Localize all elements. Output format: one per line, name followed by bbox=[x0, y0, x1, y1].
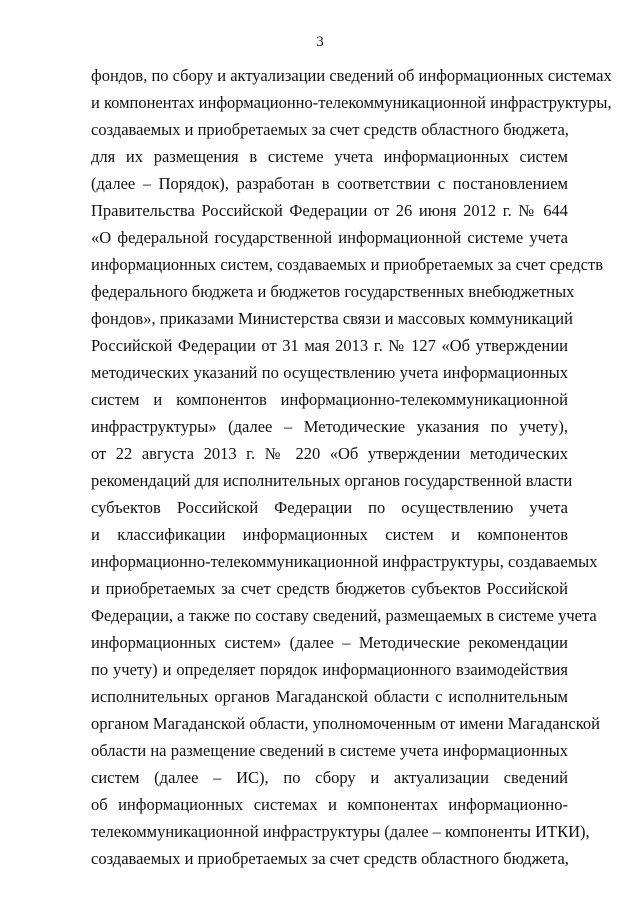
text-line: исполнительных органов Магаданской области с исполнительным bbox=[91, 687, 568, 706]
text-line: информационно-телекоммуникационной инфраструктуры, создаваемых bbox=[91, 552, 598, 571]
text-line: создаваемых и приобретаемых за счет средств областного бюджета, bbox=[91, 849, 569, 868]
text-line: от 22 августа 2013 г. № 220 «Об утверждении методических bbox=[91, 444, 568, 463]
text-line: и классификации информационных систем и компонентов bbox=[91, 525, 568, 544]
text-line: фондов, по сбору и актуализации сведений об информационных системах bbox=[91, 66, 612, 85]
text-line: и компонентах информационно-телекоммуникационной инфраструктуры, bbox=[91, 93, 612, 112]
text-line: об информационных системах и компонентах информационно- bbox=[91, 795, 568, 814]
text-line: для их размещения в системе учета информационных систем bbox=[91, 147, 568, 166]
text-line: рекомендаций для исполнительных органов государственной власти bbox=[91, 471, 573, 490]
text-line: Федерации, а также по составу сведений, размещаемых в системе учета bbox=[91, 606, 597, 625]
text-line: по учету) и определяет порядок информационного взаимодействия bbox=[91, 660, 568, 679]
text-line: систем (далее – ИС), по сбору и актуализации сведений bbox=[91, 768, 568, 787]
text-line: систем и компонентов информационно-телекоммуникационной bbox=[91, 390, 568, 409]
page-number: 3 bbox=[316, 34, 324, 50]
text-line: телекоммуникационной инфраструктуры (далее – компоненты ИТКИ), bbox=[91, 822, 590, 841]
text-line: субъектов Российской Федерации по осуществлению учета bbox=[91, 498, 568, 517]
text-line: методических указаний по осуществлению учета информационных bbox=[91, 363, 568, 382]
text-line: информационных систем» (далее – Методические рекомендации bbox=[91, 633, 568, 652]
text-line: (далее – Порядок), разработан в соответствии с постановлением bbox=[91, 174, 568, 193]
text-line: федерального бюджета и бюджетов государственных внебюджетных bbox=[91, 282, 575, 301]
text-line: инфраструктуры» (далее – Методические указания по учету), bbox=[91, 417, 568, 436]
text-line: «О федеральной государственной информационной системе учета bbox=[91, 228, 568, 247]
text-line: области на размещение сведений в системе учета информационных bbox=[91, 741, 568, 760]
text-line: Российской Федерации от 31 мая 2013 г. № 127 «Об утверждении bbox=[91, 336, 568, 355]
text-line: информационных систем, создаваемых и приобретаемых за счет средств bbox=[91, 255, 603, 274]
text-line: органом Магаданской области, уполномоченным от имени Магаданской bbox=[91, 714, 600, 733]
text-line: и приобретаемых за счет средств бюджетов субъектов Российской bbox=[91, 579, 568, 598]
text-line: Правительства Российской Федерации от 26 июня 2012 г. № 644 bbox=[91, 201, 568, 220]
text-line: фондов», приказами Министерства связи и массовых коммуникаций bbox=[91, 309, 573, 328]
body-text bbox=[91, 62, 612, 872]
text-line: создаваемых и приобретаемых за счет средств областного бюджета, bbox=[91, 120, 569, 139]
